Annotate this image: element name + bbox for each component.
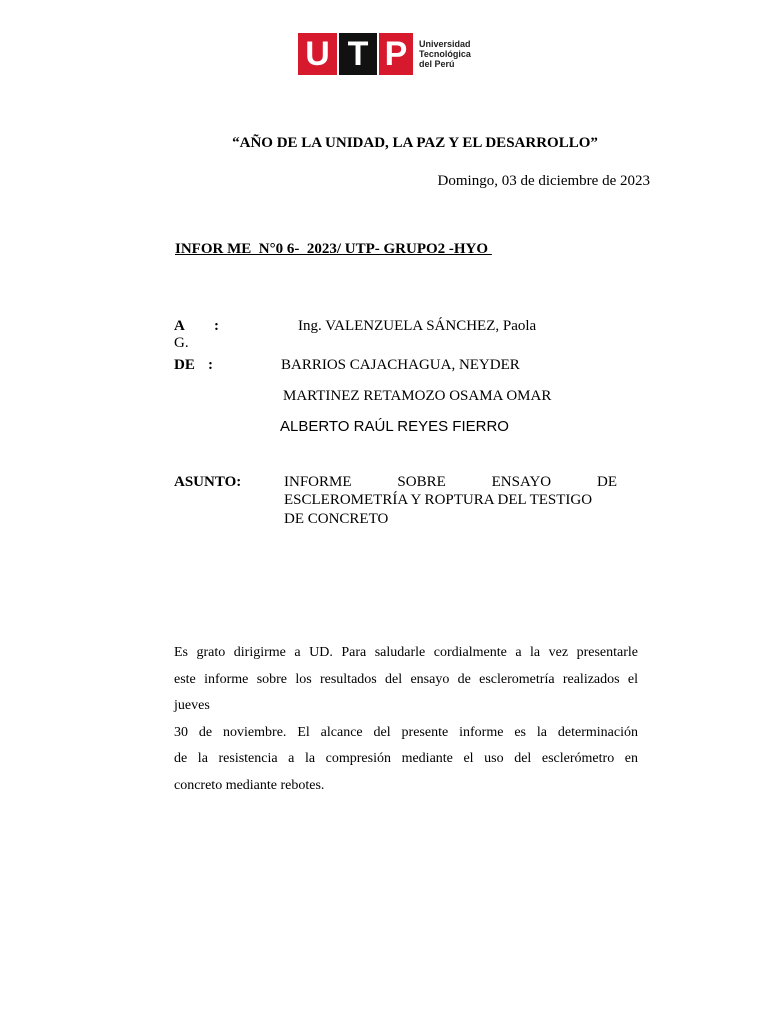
recipient-name-continued: G. xyxy=(174,335,189,351)
sender-colon: : xyxy=(208,357,213,373)
logo-university-name xyxy=(419,39,473,69)
logo-text-line-1: Universidad xyxy=(419,39,471,49)
sender-name-2: MARTINEZ RETAMOZO OSAMA OMAR xyxy=(283,388,552,404)
recipient-name: Ing. VALENZUELA SÁNCHEZ, Paola xyxy=(298,318,537,334)
logo-text-line-3: del Perú xyxy=(419,59,455,69)
document-date: Domingo, 03 de diciembre de 2023 xyxy=(437,173,650,189)
report-title: INFOR ME N°0 6- 2023/ UTP- GRUPO2 -HYO xyxy=(175,241,492,257)
recipient-label: A xyxy=(174,318,185,334)
subject-line-2: ESCLEROMETRÍA Y ROPTURA DEL TESTIGO xyxy=(284,492,593,508)
logo-letter-t: T xyxy=(339,33,377,75)
body-line-4: 30 de noviembre. El alcance del presente informe es la determinación xyxy=(174,724,638,740)
motto-heading: “AÑO DE LA UNIDAD, LA PAZ Y EL DESARROLLO” xyxy=(232,135,598,151)
utp-logo xyxy=(298,33,473,75)
logo-letter-u: U xyxy=(298,33,337,75)
body-line-3: jueves xyxy=(174,698,210,713)
sender-name-1: BARRIOS CAJACHAGUA, NEYDER xyxy=(281,357,520,373)
body-line-5: de la resistencia a la compresión mediante el uso del esclerómetro en xyxy=(174,751,638,766)
subject-label: ASUNTO: xyxy=(174,474,242,490)
logo-text-line-2: Tecnológica xyxy=(419,49,471,59)
sender-label: DE xyxy=(174,357,195,373)
body-line-6: concreto mediante rebotes. xyxy=(174,777,325,793)
subject-line-1: INFORME SOBRE ENSAYO DE xyxy=(284,474,617,490)
body-line-2: este informe sobre los resultados del ensayo de esclerometría realizados el xyxy=(174,671,638,687)
logo-letter-p: P xyxy=(379,33,413,75)
subject-line-3: DE CONCRETO xyxy=(284,511,389,527)
recipient-colon: : xyxy=(214,318,219,334)
body-paragraph xyxy=(174,640,638,799)
body-line-1: Es grato dirigirme a UD. Para saludarle cordialmente a la vez presentarle xyxy=(174,645,638,660)
sender-name-3: ALBERTO RAÚL REYES FIERRO xyxy=(280,418,509,435)
